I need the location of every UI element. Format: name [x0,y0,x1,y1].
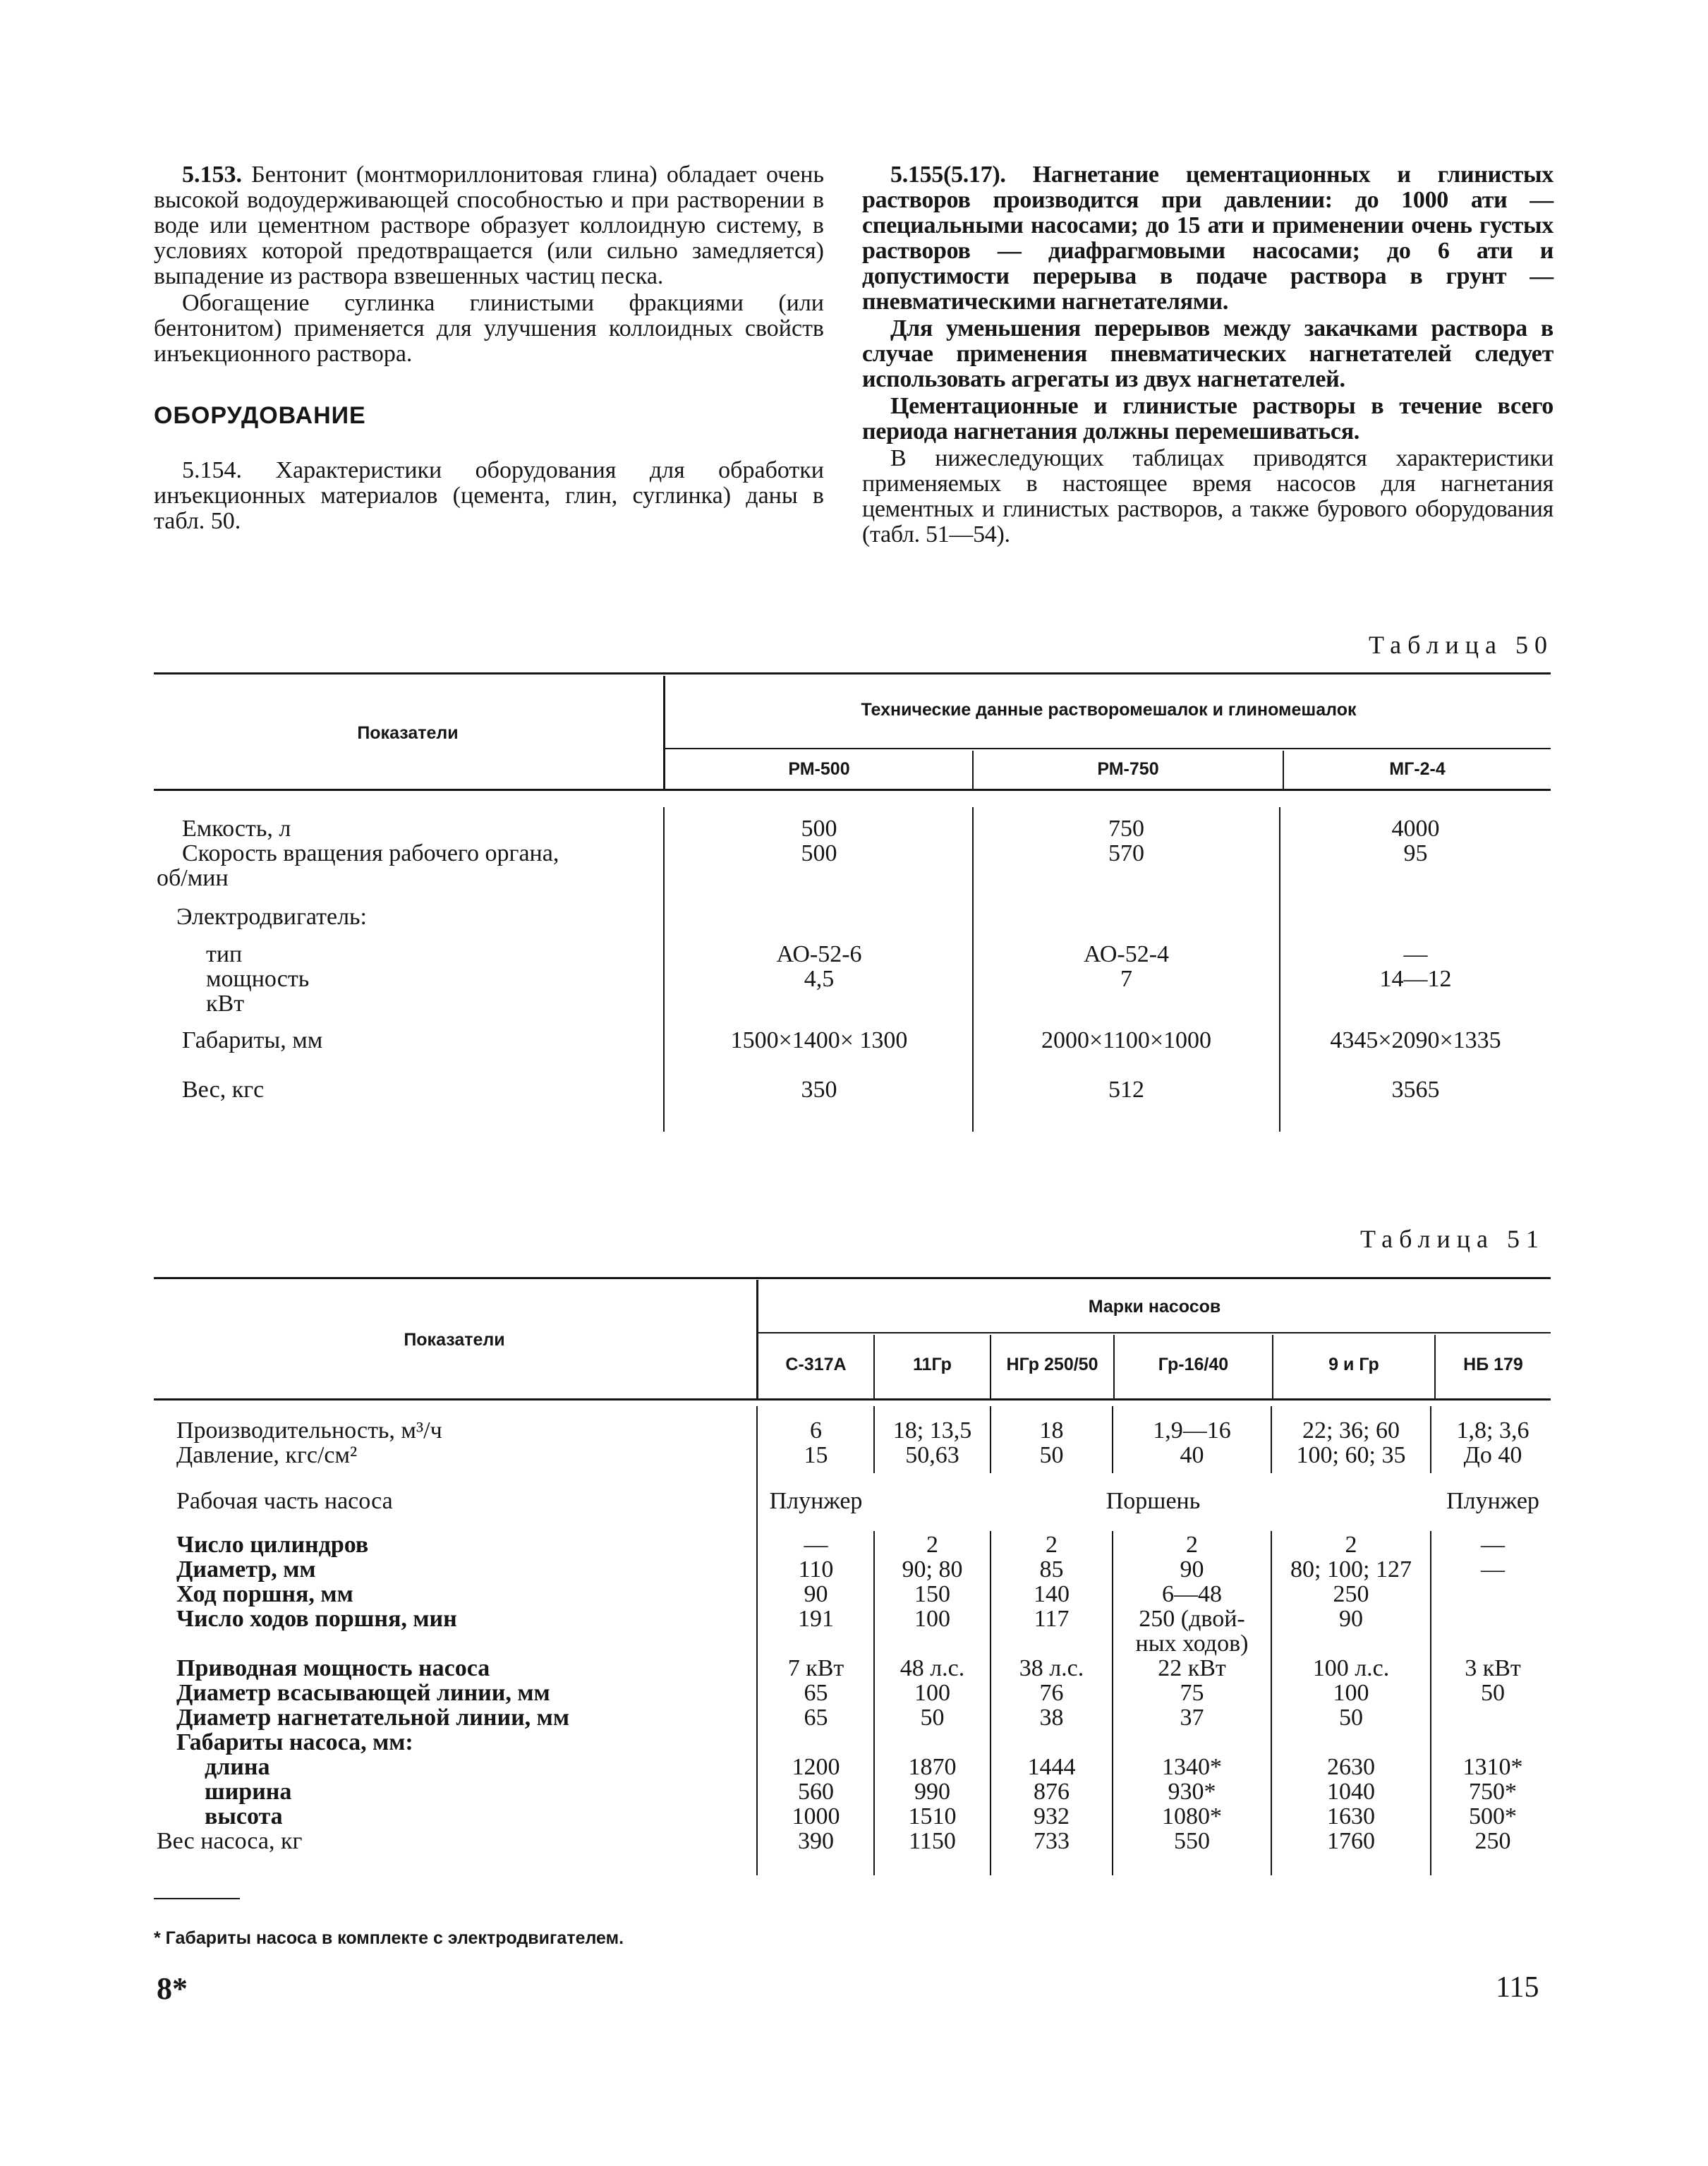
table-cell: 6 [810,1417,822,1444]
table-cell: 250 [1333,1581,1369,1607]
table-cell: Плунжер [769,1488,863,1514]
table-cell: 90 [1180,1556,1204,1583]
table-cell: 3 кВт [1465,1655,1521,1681]
table-cell: 76 [1039,1680,1064,1706]
row-label: Рабочая часть насоса [176,1488,393,1514]
row-label: Число цилиндров [176,1532,369,1558]
table-51-column-header: Гр-16/40 [1158,1355,1229,1374]
table-cell: 1760 [1327,1828,1375,1854]
row-label: Ход поршня, мм [176,1581,353,1607]
table-cell: 932 [1034,1803,1070,1829]
table-cell: 7 кВт [787,1655,844,1681]
table-50-header-group: Технические данные растворомешалок и глиномешалок [861,700,1357,720]
table-cell: 1310* [1462,1754,1523,1780]
table-cell: 1150 [909,1828,956,1854]
row-label: Диаметр, мм [176,1556,316,1583]
table-50-header-indicator: Показатели [357,723,459,743]
table-cell: 85 [1039,1556,1064,1583]
paragraph-number: 5.153. [182,162,242,188]
table-50-caption: Таблица 50 [1369,631,1553,659]
table-cell: 1040 [1327,1779,1375,1805]
row-label: Скорость вращения рабочего органа, [182,840,559,866]
table-cell: 1630 [1327,1803,1375,1829]
table-cell: 110 [798,1556,834,1583]
paragraph-number: 5.154. [182,457,242,483]
table-cell: 48 л.с. [900,1655,965,1681]
table-cell: 140 [1034,1581,1070,1607]
table-cell: 250 [1474,1828,1511,1854]
table-cell: 100 [914,1680,950,1706]
table-cell: 38 [1039,1705,1064,1731]
table-cell: 50 [920,1705,945,1731]
table-cell: 2000×1100×1000 [1041,1027,1212,1053]
row-label: Приводная мощность насоса [176,1655,490,1681]
table-51-body-vline [1430,1531,1431,1875]
paragraph-number: 5.155(5.17). [890,162,1006,188]
table-cell: — [1403,941,1428,967]
row-label: Вес, кгс [182,1077,265,1103]
row-label: Электродвигатель: [176,904,367,930]
table-cell: 4,5 [804,966,835,992]
table-cell: 500 [801,840,837,866]
row-label: Емкость, л [182,816,291,842]
table-cell: 4345×2090×1335 [1330,1027,1501,1053]
table-cell: 95 [1403,840,1428,866]
table-cell: 75 [1180,1680,1204,1706]
table-50-column-header: МГ-2-4 [1389,759,1446,779]
table-cell: 50 [1339,1705,1363,1731]
table-cell: 876 [1034,1779,1070,1805]
table-51-column-header: НБ 179 [1463,1355,1523,1374]
table-cell: 390 [798,1828,834,1854]
table-cell: 100; 60; 35 [1296,1442,1406,1468]
paragraph-text: Бентонит (монтмориллонитовая глина) обладает очень высокой водоудерживающей способностью и при растворении в воде или цементном растворе образует коллоидную систему, в условиях которой предотвращается (или сильно замедляется) выпадение из раствора взвешенных частиц песка. [154,162,824,289]
table-51-body-vline [1430,1406,1431,1473]
table-cell: 80; 100; 127 [1290,1556,1412,1583]
table-cell: — [1481,1556,1505,1583]
row-label: Давление, кгс/см² [176,1442,358,1468]
table-cell: 500* [1469,1803,1517,1829]
table-cell: 990 [914,1779,950,1805]
table-cell: 512 [1108,1077,1144,1103]
table-cell: 930* [1168,1779,1216,1805]
table-cell: 2630 [1327,1754,1375,1780]
table-51-subheader-rule [758,1332,1551,1333]
table-cell: 37 [1180,1705,1204,1731]
table-cell: 7 [1120,966,1132,992]
paragraph-text: Характеристики оборудования для обработки инъекционных материалов (цемента, глин, суглинка) даны в табл. 50. [154,457,824,534]
table-cell: 500 [801,816,837,842]
table-51-body-vline [756,1406,758,1875]
table-cell: — [804,1532,828,1558]
row-label: Диаметр всасывающей линии, мм [176,1680,550,1706]
table-cell: 2 [1345,1532,1357,1558]
table-cell: 90 [1339,1606,1363,1632]
table-51-header-group: Марки насосов [1088,1297,1221,1317]
row-label: тип [206,941,243,967]
row-label: Число ходов поршня, мин [176,1606,457,1632]
table-cell: 1870 [908,1754,957,1780]
row-label: Габариты, мм [182,1027,323,1053]
table-cell: 191 [798,1606,834,1632]
table-cell: 2 [926,1532,938,1558]
table-cell: 90 [804,1581,828,1607]
section-heading: ОБОРУДОВАНИЕ [154,402,366,429]
table-cell: 570 [1108,840,1144,866]
table-cell: 750* [1469,1779,1517,1805]
table-cell: До 40 [1463,1442,1522,1468]
table-51-column-header: НГр 250/50 [1006,1355,1098,1374]
table-51-header-indicator: Показатели [404,1330,505,1350]
table-cell: 1500×1400× 1300 [730,1027,908,1053]
table-cell: 6—48 [1162,1581,1222,1607]
page-number: 115 [1496,1971,1539,2004]
table-cell: 100 л.с. [1312,1655,1390,1681]
table-cell: 1340* [1162,1754,1222,1780]
paragraph-bentonite-enrichment: Обогащение суглинка глинистыми фракциями (или бентонитом) применяется для улучшения коллоидных свойств инъекционного раствора. [154,290,824,367]
table-51-column-header: 9 и Гр [1328,1355,1379,1374]
row-label: высота [205,1803,283,1829]
row-label: Вес насоса, кг [157,1828,303,1854]
table-cell: 2 [1186,1532,1198,1558]
table-cell: 750 [1108,816,1144,842]
row-label: ширина [205,1779,292,1805]
table-cell: 38 л.с. [1019,1655,1084,1681]
table-cell: 250 (двой- [1139,1606,1245,1632]
table-cell: АО-52-4 [1083,941,1170,967]
table-cell: 560 [798,1779,834,1805]
table-cell: 50 [1039,1442,1064,1468]
table-cell: 50 [1481,1680,1505,1706]
table-cell: 1200 [792,1754,840,1780]
paragraph-tables-intro: В нижеследующих таблицах приводятся характеристики применяемых в настоящее время насосов для нагнетания цементных и глинистых растворов, а также бурового оборудования (табл. 51—54). [862,445,1553,547]
paragraph-mixing: Цементационные и глинистые растворы в течение всего периода нагнетания должны перемешиваться. [862,393,1553,444]
row-label: Габариты насоса, мм: [176,1729,413,1755]
table-cell: 100 [914,1606,950,1632]
table-cell: 1,9—16 [1153,1417,1231,1444]
table-cell: 18 [1039,1417,1064,1444]
table-cell: 2 [1046,1532,1058,1558]
footnote: * Габариты насоса в комплекте с электродвигателем. [154,1928,624,1948]
table-51-header-bottom-rule [154,1398,1551,1400]
table-cell: 1000 [792,1803,840,1829]
table-cell: ных ходов) [1135,1630,1249,1657]
row-label: мощность [206,966,310,992]
row-label-continuation: кВт [206,991,245,1017]
table-cell: 117 [1034,1606,1070,1632]
table-cell: 150 [914,1581,950,1607]
table-51-top-rule [154,1277,1551,1279]
table-cell: 18; 13,5 [892,1417,972,1444]
table-cell: 50,63 [905,1442,959,1468]
table-cell: Поршень [1106,1488,1201,1514]
table-51-caption: Таблица 51 [1360,1225,1545,1253]
table-cell: 65 [804,1705,828,1731]
row-label: Диаметр нагнетательной линии, мм [176,1705,569,1731]
signature-mark: 8* [157,1971,188,2006]
table-cell: 14—12 [1379,966,1452,992]
table-51-column-header: 11Гр [913,1355,952,1374]
footnote-rule [154,1898,240,1899]
table-cell: — [1481,1532,1505,1558]
table-cell: 550 [1174,1828,1210,1854]
table-cell: 65 [804,1680,828,1706]
table-cell: 733 [1034,1828,1070,1854]
table-cell: 15 [804,1442,828,1468]
table-cell: 1510 [908,1803,957,1829]
table-cell: Плунжер [1446,1488,1539,1514]
table-50-column-header: РМ-500 [788,759,850,779]
row-label: длина [205,1754,270,1780]
table-cell: 22 кВт [1158,1655,1226,1681]
row-label: Производительность, м³/ч [176,1417,442,1444]
paragraph-text: Нагнетание цементационных и глинистых растворов производится при давлении: до 1000 ати — специальными насосами; до 15 ати и применении очень густых растворов — диафрагмовыми насосами; до 6 ати и допустимости перерыва в подаче раствора в грунт — пневматическими нагнетателями. [862,162,1553,315]
table-cell: 22; 36; 60 [1302,1417,1400,1444]
table-cell: 1080* [1162,1803,1222,1829]
table-cell: 4000 [1391,816,1440,842]
table-cell: 350 [801,1077,837,1103]
table-cell: 40 [1180,1442,1204,1468]
table-cell: 3565 [1391,1077,1440,1103]
table-cell: 90; 80 [902,1556,963,1583]
table-cell: 1,8; 3,6 [1456,1417,1530,1444]
row-label-continuation: об/мин [157,865,229,891]
table-cell: 1444 [1027,1754,1076,1780]
table-51-column-header: С-317А [785,1355,847,1374]
table-cell: АО-52-6 [776,941,862,967]
table-cell: 100 [1333,1680,1369,1706]
table-50-column-header: РМ-750 [1097,759,1159,779]
paragraph-pneumatic-injectors: Для уменьшения перерывов между закачками раствора в случае применения пневматических нагнетателей следует использовать агрегаты из двух нагнетателей. [862,315,1553,392]
